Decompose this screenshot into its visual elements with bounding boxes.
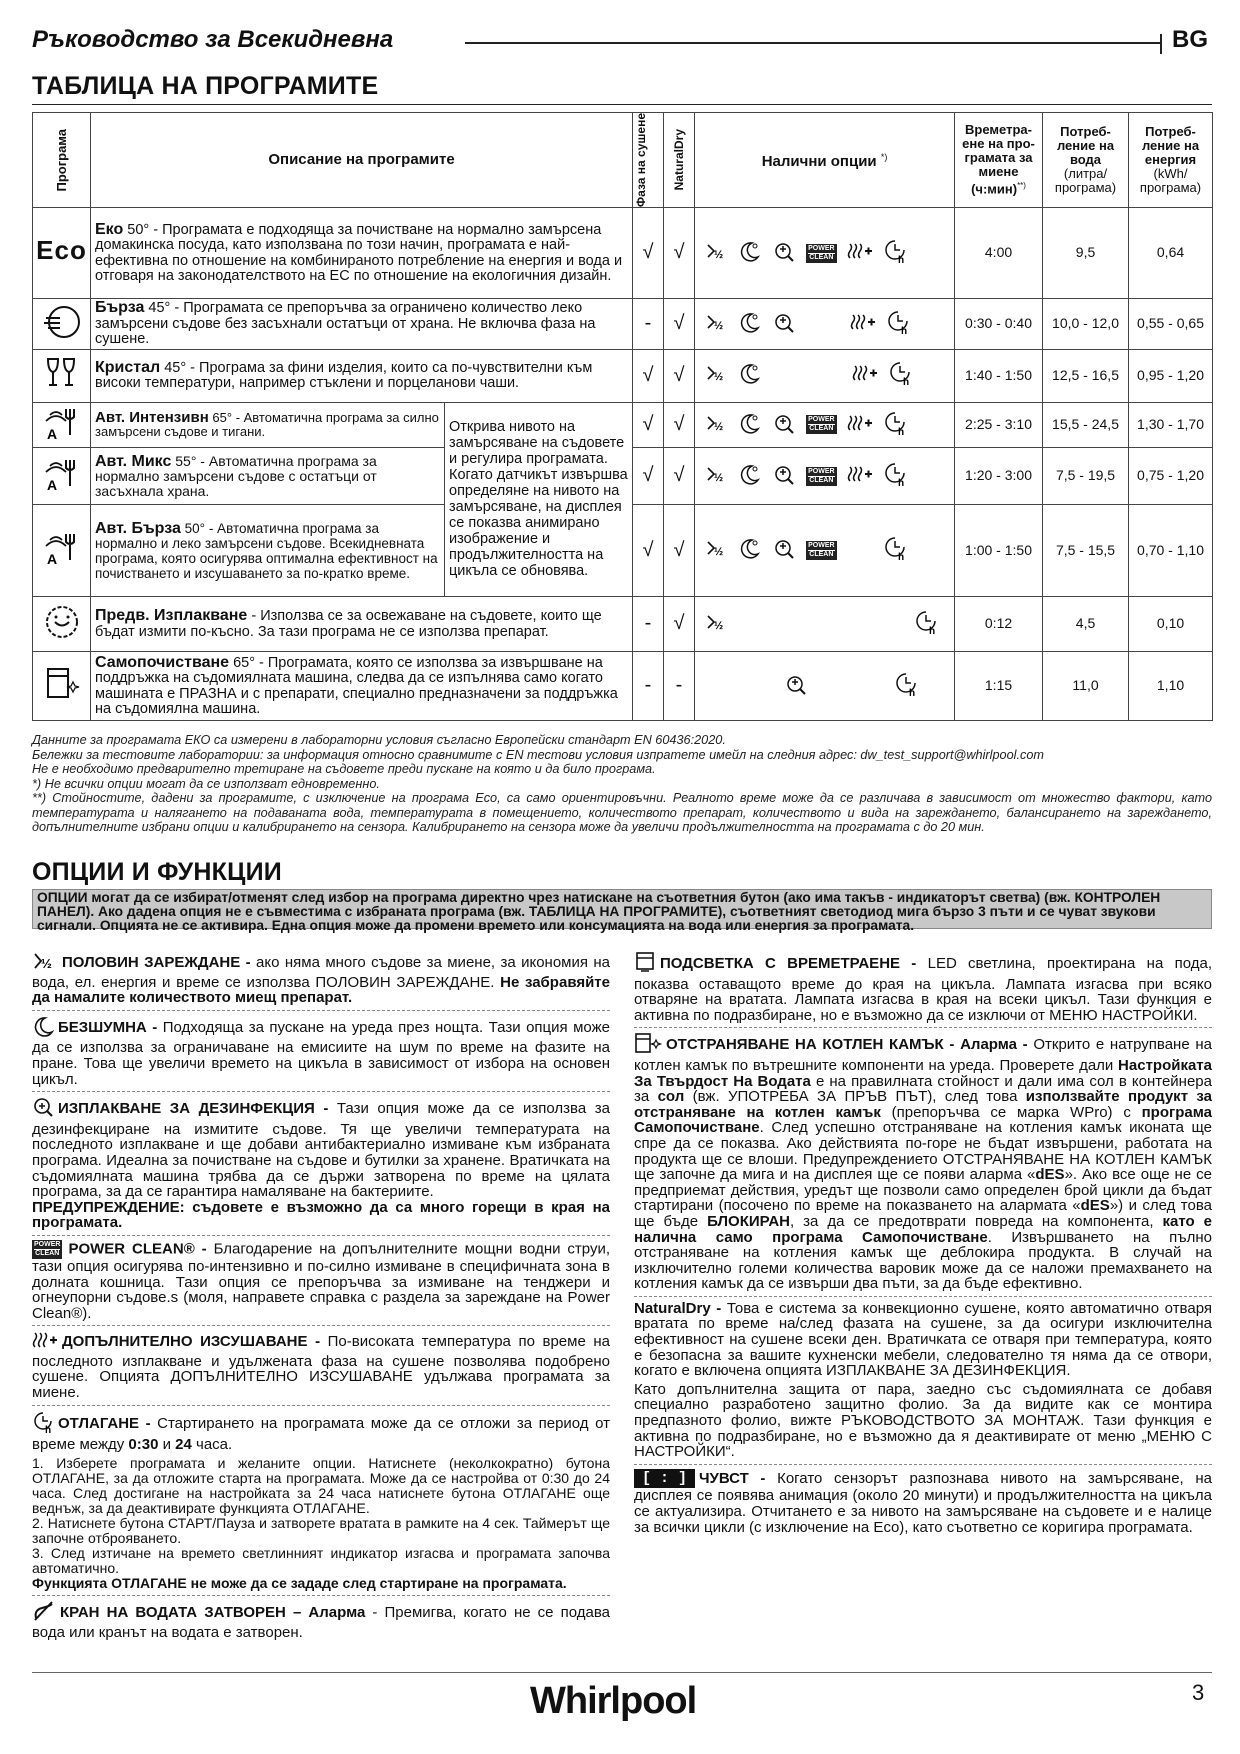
- program-description: Предв. Изплакване - Използва се за освежаване на съдовете, които ще бъдат измити по-късно. За тази програма не се използва препарат.: [91, 597, 633, 652]
- options-cell: [695, 448, 955, 505]
- sanitize-icon: [772, 310, 796, 339]
- options-cell: [695, 652, 955, 721]
- section-rule: [32, 104, 1212, 105]
- tap-closed-icon: [32, 1600, 56, 1626]
- duration-value: 0:12: [955, 597, 1043, 652]
- power-clean-option: POWER CLEAN POWER CLEAN® - Благодарение на допълнителните мощни водни струи, тази опция осигурява по-интензивно и по-силно измиване в специфичната зона в долната кошница. Тази опция се препоръчва за измиване на тенджери и огнеупорни съдове.s (моля, направете справка с раздела за зареждане на Power Clean®).: [32, 1240, 610, 1322]
- dry-phase-mark: √: [633, 402, 664, 448]
- header-dry-phase: Фаза на сушене: [633, 113, 664, 208]
- svg-text:½: ½: [714, 248, 724, 261]
- svg-text:h: h: [929, 625, 936, 635]
- program-description: Авт. Интензивн 65° - Автоматична програма за силно замърсени съдове и тигани.: [91, 402, 445, 448]
- svg-text:A: A: [46, 425, 57, 442]
- programs-table: [32, 112, 1213, 721]
- svg-text:h: h: [901, 325, 908, 335]
- water-value: 10,0 - 12,0: [1043, 299, 1129, 350]
- svg-text:½: ½: [714, 546, 724, 559]
- delay-icon: [888, 360, 912, 391]
- note-line: Бележки за тестовите лаборатории: за информация относно сравнимите с EN тестови условия изпратете имейл на следния адрес: dw_test_support@whirlpool.com: [32, 747, 1044, 762]
- time-light-option: ПОДСВЕТКА С ВРЕМЕТРАЕНЕ - LED светлина, проектирана на пода, показва оставащото време до края на цикъла. Лампата изгасва при всяко отваряне на вратата. Лампата изгасва в края на всеки цикъл. Тази функция е активна по подразбиране, но е възможно да се изключи от МЕНЮ НАСТРОЙКИ.: [634, 951, 1212, 1023]
- extra-dry-icon: [32, 1330, 58, 1354]
- svg-text:½: ½: [41, 956, 52, 971]
- options-right-column: [634, 951, 1212, 1538]
- half-load-icon: [704, 310, 728, 339]
- delay-icon: [886, 309, 910, 340]
- water-tap-alarm: КРАН НА ВОДАТА ЗАТВОРЕН – Аларма - Премигва, когато не се подава вода или кранът на водата е затворен.: [32, 1600, 610, 1641]
- options-left-column: [32, 951, 610, 1644]
- water-value: 7,5 - 19,5: [1043, 448, 1129, 505]
- energy-value: 0,10: [1129, 597, 1213, 652]
- header-program: Програма: [33, 113, 91, 208]
- svg-text:h: h: [897, 552, 904, 562]
- svg-text:h: h: [909, 687, 916, 697]
- energy-value: 1,30 - 1,70: [1129, 402, 1213, 448]
- naturaldry-mark: √: [664, 208, 695, 299]
- dry-phase-mark: √: [633, 349, 664, 402]
- silent-icon: [738, 361, 762, 390]
- naturaldry-mark: √: [664, 505, 695, 597]
- delay-icon: [894, 671, 918, 702]
- svg-text:½: ½: [714, 420, 724, 433]
- duration-value: 4:00: [955, 208, 1043, 299]
- half-load-icon: [32, 951, 58, 975]
- naturaldry-mark: √: [664, 299, 695, 350]
- svg-text:½: ½: [714, 371, 724, 384]
- header-description: Описание на програмите: [91, 113, 633, 208]
- delay-icon: [883, 461, 907, 492]
- list-item: 1. Изберете програмата и желаните опции. Натиснете (неколкократно) бутона ОТЛАГАНЕ, за да отложите старта на програмата. Може да се настройва от 0:30 до 24 часа. След достигане на настройката за 24 часа натиснете бутона ОТЛАГАНЕ още веднъж, за да деактивирате функцията ОТЛАГАНЕ.: [32, 1454, 610, 1516]
- options-cell: [695, 402, 955, 448]
- options-cell: [695, 597, 955, 652]
- header-duration: Времетра-ене на про-грамата за миене (ч:мин)**): [955, 113, 1043, 208]
- power-clean-icon: POWER CLEAN: [34, 1240, 61, 1257]
- header-energy: Потреб-ление на енергия (kWh/ програма): [1129, 113, 1213, 208]
- descale-icon: [634, 1032, 662, 1058]
- dry-phase-mark: √: [633, 505, 664, 597]
- table-row: [33, 349, 1213, 402]
- naturaldry-mark: -: [664, 652, 695, 721]
- list-item: 2. Натиснете бутона СТАРТ/Пауза и затворете вратата в рамките на 4 сек. Таймерът ще започне отброяването.: [32, 1514, 610, 1546]
- silent-icon: [738, 310, 762, 339]
- delay-icon: [883, 238, 907, 269]
- energy-value: 0,70 - 1,10: [1129, 505, 1213, 597]
- delay-warning: Функцията ОТЛАГАНЕ не може да се зададе след стартиране на програмата.: [32, 1574, 567, 1591]
- water-value: 7,5 - 15,5: [1043, 505, 1129, 597]
- svg-text:h: h: [903, 377, 910, 387]
- table-row: [33, 299, 1213, 350]
- sense-display-icon: [ : ]: [634, 1469, 695, 1489]
- program-description: Авт. Микс 55° - Автоматична програма за нормално замърсени съдове с остатъци от засъхнала храна.: [91, 448, 445, 505]
- table-row: [33, 652, 1213, 721]
- half-load-icon: [704, 536, 728, 565]
- energy-value: 1,10: [1129, 652, 1213, 721]
- duration-value: 0:30 - 0:40: [955, 299, 1043, 350]
- delay-steps: [32, 1456, 610, 1591]
- naturaldry-mark: √: [664, 597, 695, 652]
- header-rule: [465, 42, 1160, 44]
- silent-icon: [738, 239, 762, 268]
- duration-value: 1:00 - 1:50: [955, 505, 1043, 597]
- prewash-icon: [33, 597, 91, 652]
- sanitize-icon: [772, 411, 796, 440]
- program-description: Еко 50° - Програмата е подходяща за почистване на нормално замърсена домакинска посуда, като използвана по този начин, програмата е най-ефективна по отношение на комбинираното потребление на енергия и вода и отговаря на законодателството на ЕС по отношение на екологичния дизайн.: [91, 208, 633, 299]
- delay-icon: [883, 410, 907, 441]
- crystal-icon: [33, 349, 91, 402]
- duration-value: 2:25 - 3:10: [955, 402, 1043, 448]
- half-load-icon: [704, 462, 728, 491]
- note-line: Не е необходимо предварително третиране на съдовете преди пускане на която и да било програма.: [32, 762, 656, 776]
- auto-intensive-icon: [33, 402, 91, 448]
- svg-text:½: ½: [714, 619, 724, 632]
- program-description: Авт. Бърза 50° - Автоматична програма за нормално и леко замърсени съдове. Всекидневната програма, която осигурява оптимална ефективност на почистването и изсушаването за по-кратко време.: [91, 505, 445, 597]
- half-load-icon: [704, 411, 728, 440]
- options-cell: [695, 299, 955, 350]
- energy-value: 0,95 - 1,20: [1129, 349, 1213, 402]
- energy-value: 0,55 - 0,65: [1129, 299, 1213, 350]
- svg-text:h: h: [897, 477, 904, 487]
- program-description: Самопочистване 65° - Програмата, която се използва за извършване на поддръжка на съдомиялната машина, следва да се изпълнява само когато машината е ПРАЗНА и с препарати, специално предназначени за поддръжка на съдомиялна машина.: [91, 652, 633, 721]
- header-options: Налични опции *): [695, 113, 955, 208]
- sanitize-icon: [784, 672, 808, 701]
- eco-icon: Eco: [33, 208, 91, 299]
- water-value: 9,5: [1043, 208, 1129, 299]
- water-value: 4,5: [1043, 597, 1129, 652]
- options-notice: ОПЦИИ могат да се избират/отменят след избор на програма директно чрез натискане на съответния бутон (ако има такъв - индикаторът светва) (вж. КОНТРОЛЕН ПАНЕЛ). Ако дадена опция не е съвместима с избраната програма (вж. ТАБЛИЦА НА ПРОГРАМИТЕ), съответният светодиод мига бързо 3 пъти и се чуват звукови сигнали. Опцията не се активира. Една опция може да промени времето или консумацията на вода или енергия за програмата.: [32, 889, 1212, 929]
- options-cell: [695, 208, 955, 299]
- program-description: Кристал 45° - Програма за фини изделия, които са по-чувствителни към високи температури, например стъклени и порцеланови чаши.: [91, 349, 633, 402]
- dry-phase-mark: √: [633, 208, 664, 299]
- page-number: 3: [1192, 1680, 1205, 1705]
- svg-text:½: ½: [714, 471, 724, 484]
- silent-icon: [738, 462, 762, 491]
- delay-option: h ОТЛАГАНЕ - Стартирането на програмата може да се отложи за период от време между 0:30 и 24 часа.: [32, 1410, 610, 1453]
- dry-phase-mark: -: [633, 597, 664, 652]
- svg-text:h: h: [45, 1424, 52, 1434]
- header-water: Потреб-ление на вода (литра/ програма): [1043, 113, 1129, 208]
- half-load-option: ½ ПОЛОВИН ЗАРЕЖДАНЕ - ако няма много съдове за миене, за икономия на вода, ел. енергия и време се използва ПОЛОВИН ЗАРЕЖДАНЕ. Не забравяйте да намалите количеството миещ препарат.: [32, 951, 610, 1006]
- naturaldry-mark: √: [664, 448, 695, 505]
- auto-programs-description: Открива нивото на замърсяване на съдовете и регулира програмата. Когато датчикът извършва определяне на нивото на замърсяване, на дисплея се показва анимирано изображение и продължителността на цикъла се обновява.: [445, 402, 633, 597]
- svg-text:A: A: [46, 551, 57, 568]
- extra-dry-option: ДОПЪЛНИТЕЛНО ИЗСУШАВАНЕ - По-високата температура по време на последното изплакване и удължената фаза на сушене позволява подобрено сушене. Опцията ДОПЪЛНИТЕЛНО ИЗСУШАВАНЕ удължава програмата за миене.: [32, 1330, 610, 1400]
- sanitize-icon: [772, 462, 796, 491]
- extra-dry-icon: [850, 311, 876, 338]
- program-description: Бърза 45° - Програмата се препоръчва за ограничено количество леко замърсени съдове без засъхнали остатъци от храна. Не включва фаза на сушене.: [91, 299, 633, 350]
- language-code: BG: [1172, 26, 1208, 53]
- naturaldry-mark: √: [664, 349, 695, 402]
- express-icon: [33, 299, 91, 350]
- extra-dry-icon: [847, 240, 873, 267]
- manual-title: Ръководство за Всекидневна: [32, 26, 394, 53]
- power-clean-icon: POWER CLEAN: [808, 244, 835, 261]
- silent-option: БЕЗШУМНА - Подходяща за пускане на уреда през нощта. Тази опция може да се използва за ограничаване на емисиите на шум по време на фазите на пране. Това ще увеличи времето на цикъла в зависимост от избора на основен цикъл.: [32, 1015, 610, 1087]
- energy-value: 0,64: [1129, 208, 1213, 299]
- table-row: [33, 208, 1213, 299]
- sanitize-option: ИЗПЛАКВАНЕ ЗА ДЕЗИНФЕКЦИЯ - Тази опция може да се използва за дезинфекциране на измитите съдове. Тя ще увеличи температурата на последното изплакване и ще добави антибактериално измиване към избраната програма. Идеална за почистване на съдове и бутилки за хранене. Вратичката на съдомиялната машина трябва да се държи затворена по време на цялата програма, за да се гарантира намаляване на бактериите. ПРЕДУПРЕЖДЕНИЕ: съдовете е възможно да са много горещи в края на програмата.: [32, 1096, 610, 1231]
- auto-fast-icon: [33, 505, 91, 597]
- sanitize-icon: [772, 239, 796, 268]
- descale-alarm: ОТСТРАНЯВАНЕ НА КОТЛЕН КАМЪК - Аларма - Открито е натрупване на котлен камък по вътрешните компоненти на уреда. Проверете дали Настройката За Твърдост На Водата е на правилната стойност и дали има сол в контейнера за сол (вж. УПОТРЕБА ЗА ПРЪВ ПЪТ), след това използвайте продукт за отстраняване на котлен камък (препоръчва се марка WPro) с програма Самопочистване. След успешно отстраняване на котления камък иконата ще спре да се показва. Ако действията по-горе не бъдат извършени, работата на продукта ще се влоши. Предупреждението ОТСТРАНЯВАНЕ НА КОТЛЕН КАМЪК ще започне да мига и на дисплея ще се появи аларма «dES». Ако все още не се предприемат действия, уредът ще позволи само определен брой цикли да бъдат стартирани (посочено по време на показването на алармата «dES») и след това ще бъде БЛОКИРАН, за да се предотврати повреда на компонента, като е налична само програма Самопочистване. Извършването на пълно отстраняване на котления камък ще деблокира продукта. В случай на изключително големи количества варовик може да се наложи премахването на котления камък да се извърши два пъти, за да бъде ефективно.: [634, 1032, 1212, 1292]
- options-section-title: ОПЦИИ И ФУНКЦИИ: [32, 858, 282, 886]
- table-row: [33, 402, 1213, 448]
- dry-phase-mark: -: [633, 652, 664, 721]
- header-divider: [1160, 34, 1162, 54]
- list-item: 3. След изтичане на времето светлинният индикатор изгасва и програмата започва автоматично.: [32, 1544, 610, 1576]
- programs-section-title: ТАБЛИЦА НА ПРОГРАМИТЕ: [32, 72, 379, 100]
- whirlpool-logo: Whirlpool: [530, 1680, 697, 1722]
- duration-value: 1:20 - 3:00: [955, 448, 1043, 505]
- water-value: 12,5 - 16,5: [1043, 349, 1129, 402]
- note-line: **) Стойностите, дадени за програмите, с изключение на програма Eco, са само ориентировъчни. Реалното време може да се различава в зависимост от множество фактори, като температурата и налягането на подаваната вода, температурата в помещението, количеството препарат, количеството и вида на зареждането, балансирането на зареждането, допълнителните избрани опции и калибрирането на сензора. Калибрирането на сензора може да увеличи продължителността на програмата с до 20 мин.: [32, 791, 1212, 834]
- delay-icon: [32, 1410, 54, 1438]
- naturaldry-mark: √: [664, 402, 695, 448]
- power-clean-icon: POWER CLEAN: [808, 467, 835, 484]
- naturaldry-foil-note: Като допълнителна защита от пара, заедно със съдомиялната се добавя специално разработено защитно фолио. За да видите как се монтира предпазното фолио, вижте РЪКОВОДСТВОТО ЗА МОНТАЖ. Тази функция е активна по подразбиране, но е възможно да я деактивирате от меню „МЕНЮ С НАСТРОЙКИ“.: [634, 1380, 1212, 1461]
- auto-mix-icon: [33, 448, 91, 505]
- duration-value: 1:15: [955, 652, 1043, 721]
- note-line: Данните за програмата ЕКО са измерени в лабораторни условия съгласно Европейски стандарт EN 60436:2020.: [32, 733, 726, 747]
- dry-phase-mark: -: [633, 299, 664, 350]
- header-naturaldry: NaturalDry: [664, 113, 695, 208]
- half-load-icon: [704, 239, 728, 268]
- table-notes: [32, 733, 1212, 835]
- silent-icon: [738, 536, 762, 565]
- self-clean-icon: [33, 652, 91, 721]
- half-load-icon: [704, 361, 728, 390]
- water-value: 15,5 - 24,5: [1043, 402, 1129, 448]
- svg-text:½: ½: [714, 319, 724, 332]
- extra-dry-icon: [847, 463, 873, 490]
- extra-dry-icon: [852, 362, 878, 389]
- delay-icon: [883, 535, 907, 566]
- floor-light-icon: [634, 951, 656, 977]
- table-row: [33, 597, 1213, 652]
- footer-rule: [32, 1672, 1212, 1673]
- silent-icon: [738, 411, 762, 440]
- half-load-icon: [704, 610, 728, 639]
- power-clean-icon: POWER CLEAN: [808, 542, 835, 559]
- extra-dry-icon: [847, 412, 873, 439]
- naturaldry-feature: NaturalDry - Това е система за конвекционно сушене, която автоматично отваря вратата по време на/след фазата на сушене, за да осигури изключителна ефективност на сушене всеки ден. Вратичката се отваря при температура, която е безопасна за вашите кухненски мебели, следователно тя няма да се отвори, когато е включена опцията ИЗПЛАКВАНЕ ЗА ДЕЗИНФЕКЦИЯ.: [634, 1299, 1212, 1380]
- water-value: 11,0: [1043, 652, 1129, 721]
- options-cell: [695, 505, 955, 597]
- svg-text:h: h: [897, 254, 904, 264]
- options-cell: [695, 349, 955, 402]
- svg-text:h: h: [897, 426, 904, 436]
- delay-icon: [914, 609, 938, 640]
- silent-icon: [32, 1015, 54, 1041]
- dry-phase-mark: √: [633, 448, 664, 505]
- duration-value: 1:40 - 1:50: [955, 349, 1043, 402]
- svg-text:A: A: [46, 476, 57, 493]
- sanitize-icon: [32, 1096, 54, 1122]
- note-line: *) Не всички опции могат да се използват едновременно.: [32, 776, 380, 791]
- energy-value: 0,75 - 1,20: [1129, 448, 1213, 505]
- power-clean-icon: POWER CLEAN: [808, 416, 835, 433]
- sanitize-icon: [772, 536, 796, 565]
- sense-feature: [ : ] ЧУВСТ - Когато сензорът разпознава нивото на замърсяване, на дисплея се появява анимация (около 20 минути) и продължителността на цикъла се актуализира. Отчитането е за нивото на замърсяване на съдовете и е налице за всички цикли (с изключение на Eco), като съответно се коригира програмата.: [634, 1469, 1212, 1536]
